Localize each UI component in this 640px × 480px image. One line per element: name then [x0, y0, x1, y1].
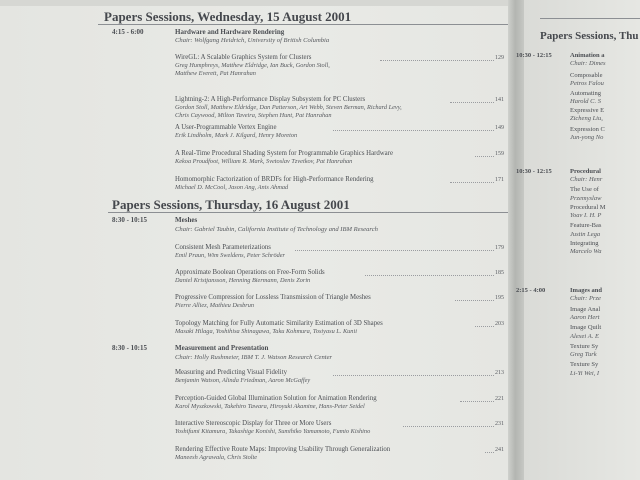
right-page-paper-title: Composable [570, 72, 603, 79]
right-page-authors: Yoav I. H. P [570, 212, 602, 219]
right-page-authors: Aaron Hert [570, 314, 600, 321]
right-page-paper-title: Texture Sy [570, 343, 599, 350]
paper-entry [175, 150, 504, 166]
right-page-rule [540, 18, 640, 19]
paper-title: Progressive Compression for Lossless Transmission of Triangle Meshes 195 [175, 294, 504, 301]
paper-entry [175, 244, 504, 260]
page-number: 203 [495, 321, 504, 327]
page-number: 195 [495, 295, 504, 301]
right-page-paper-title: Image Anal [570, 306, 601, 313]
session-time: 8:30 - 10:15 [112, 216, 147, 224]
right-page-authors: Jun-yong No [570, 134, 604, 141]
paper-entry [175, 446, 504, 462]
paper-entry [175, 269, 504, 285]
right-page-paper-title: Texture Sy [570, 361, 599, 368]
paper-authors: Erik Lindholm, Mark J. Kilgard, Henry Moreton [175, 132, 298, 139]
paper-title: Approximate Boolean Operations on Free-Form Solids 185 [175, 269, 504, 276]
paper-authors: Daniel Kristjansson, Henning Biermann, Denis Zorin [175, 277, 311, 284]
session-title: Meshes [175, 216, 198, 224]
right-page-authors: Marcelo Wa [570, 248, 602, 255]
right-page-authors: Chair: Henr [570, 176, 603, 183]
right-page-authors: Chair: Dimes [570, 60, 606, 67]
paper-entry [175, 176, 504, 192]
page-number: 213 [495, 370, 504, 376]
paper-title: Consistent Mesh Parameterizations 179 [175, 244, 504, 251]
paper-entry [175, 320, 504, 336]
paper-entry [175, 369, 504, 385]
page-number: 221 [495, 396, 504, 402]
page-number: 241 [495, 447, 504, 453]
paper-entry [175, 395, 504, 411]
session-time: 10:30 - 12:15 [516, 168, 552, 175]
paper-title: A User-Programmable Vertex Engine 149 [175, 124, 504, 131]
right-page-paper-title: Feature-Bas [570, 222, 602, 229]
page-number: 171 [495, 177, 504, 183]
paper-title: Rendering Effective Route Maps: Improving Usability Through Generalization 241 [175, 446, 504, 453]
right-page-session-title: Images and [570, 287, 602, 294]
paper-authors: Karol Myszkowski, Takehiro Tawara, Hiroyuki Akamine, Hans-Peter Seidel [175, 403, 365, 410]
session-chair: Chair: Holly Rushmeier, IBM T. J. Watson Research Center [175, 354, 333, 361]
right-page-authors: Przemyslaw [570, 195, 602, 202]
paper-authors: Maneesh Agrawala, Chris Stolte [175, 454, 258, 461]
page-number: 129 [495, 55, 504, 61]
paper-entry [175, 294, 504, 310]
right-page-authors: Alexei A. E [570, 333, 599, 340]
page-number: 159 [495, 151, 504, 157]
right-page-authors: Li-Yi Wei, I [570, 370, 600, 377]
page-number: 179 [495, 245, 504, 251]
right-page-paper-title: Integrating [570, 240, 599, 247]
thursday-header-rule [108, 212, 508, 213]
session-time: 4:15 - 6:00 [112, 28, 144, 36]
right-page [516, 0, 640, 480]
session-title: Measurement and Presentation [175, 344, 269, 352]
right-page-authors: Zicheng Liu, [570, 115, 603, 122]
paper-title: Topology Matching for Fully Automatic Similarity Estimation of 3D Shapes 203 [175, 320, 504, 327]
paper-entry [175, 124, 504, 140]
paper-authors: Benjamin Watson, Alinda Friedman, Aaron McGaffey [175, 377, 311, 384]
paper-authors: Chris Caywood, Milton Taveira, Stephen Hunt, Pat Hanrahan [175, 111, 332, 119]
session-chair: Chair: Gabriel Taubin, California Institute of Technology and IBM Research [175, 226, 378, 233]
book-gutter [508, 0, 524, 480]
paper-entry [175, 96, 504, 119]
paper-authors: Gordon Stoll, Matthew Eldridge, Dan Patterson, Art Webb, Steven Berman, Richard Levy, [175, 104, 402, 111]
paper-entry [175, 420, 504, 436]
paper-title: Lightning-2: A High-Performance Display Subsystem for PC Clusters 141 [175, 96, 504, 103]
page-number: 149 [495, 125, 504, 131]
right-page-authors: Petros Falou [570, 80, 604, 87]
right-page-authors: Greg Turk [570, 351, 597, 358]
right-page-session-title: Animation a [570, 52, 605, 59]
paper-title: Interactive Stereoscopic Display for Three or More Users 231 [175, 420, 504, 427]
paper-authors: Michael D. McCool, Jason Ang, Anis Ahmad [175, 184, 289, 191]
paper-title: A Real-Time Procedural Shading System for Programmable Graphics Hardware 159 [175, 150, 504, 157]
right-page-paper-title: Expressive E [570, 107, 605, 114]
page-number: 141 [495, 97, 504, 103]
session-time: 2:15 - 4:00 [516, 287, 546, 294]
right-page-authors: Justin Lega [570, 231, 601, 238]
paper-authors: Pierre Alliez, Mathieu Desbrun [175, 302, 255, 309]
wednesday-header-rule [98, 24, 508, 25]
session-time: 10:30 - 12:15 [516, 52, 552, 59]
right-page-session-title: Procedural [570, 168, 601, 175]
paper-title: Homomorphic Factorization of BRDFs for High-Performance Rendering 171 [175, 176, 504, 183]
session-chair: Chair: Wolfgang Heidrich, University of British Columbia [175, 37, 330, 44]
right-page-paper-title: Image Quilt [570, 324, 602, 331]
page-number: 185 [495, 270, 504, 276]
page-number: 231 [495, 421, 504, 427]
right-page-paper-title: Automating [570, 90, 602, 97]
right-page-authors: Harold C. S [570, 98, 601, 105]
paper-authors: Yoshifumi Kitamura, Takashige Konishi, Sumihiko Yamamoto, Fumio Kishino [175, 428, 371, 435]
paper-title: Perception-Guided Global Illumination Solution for Animation Rendering 221 [175, 395, 504, 402]
right-page-paper-title: The Use of [570, 186, 599, 193]
thursday-header: Papers Sessions, Thursday, 16 August 2001 [112, 197, 350, 212]
wednesday-header: Papers Sessions, Wednesday, 15 August 2001 [104, 9, 352, 24]
session-time: 8:30 - 10:15 [112, 344, 147, 352]
paper-title: WireGL: A Scalable Graphics System for Clusters 129 [175, 54, 504, 61]
top-rule [0, 0, 508, 6]
right-page-authors: Chair: Prze [570, 295, 601, 302]
paper-authors: Matthew Everett, Pat Hanrahan [175, 69, 256, 77]
right-page-paper-title: Expression C [570, 126, 605, 133]
paper-authors: Masaki Hilaga, Yoshihisa Shinagawa, Taku Kohmura, Tosiyasu L. Kunii [175, 328, 357, 335]
paper-authors: Emil Praun, Wim Sweldens, Peter Schröder [175, 252, 286, 259]
paper-title: Measuring and Predicting Visual Fidelity 213 [175, 369, 504, 376]
session-title: Hardware and Hardware Rendering [175, 28, 285, 36]
paper-authors: Greg Humphreys, Matthew Eldridge, Ian Buck, Gordon Stoll, [175, 62, 330, 69]
paper-entry [175, 54, 504, 77]
right-page-header: Papers Sessions, Thu [540, 30, 639, 42]
right-page-paper-title: Procedural M [570, 204, 606, 211]
paper-authors: Kekoa Proudfoot, William R. Mark, Svetoslav Tzvetkov, Pat Hanrahan [175, 158, 353, 165]
